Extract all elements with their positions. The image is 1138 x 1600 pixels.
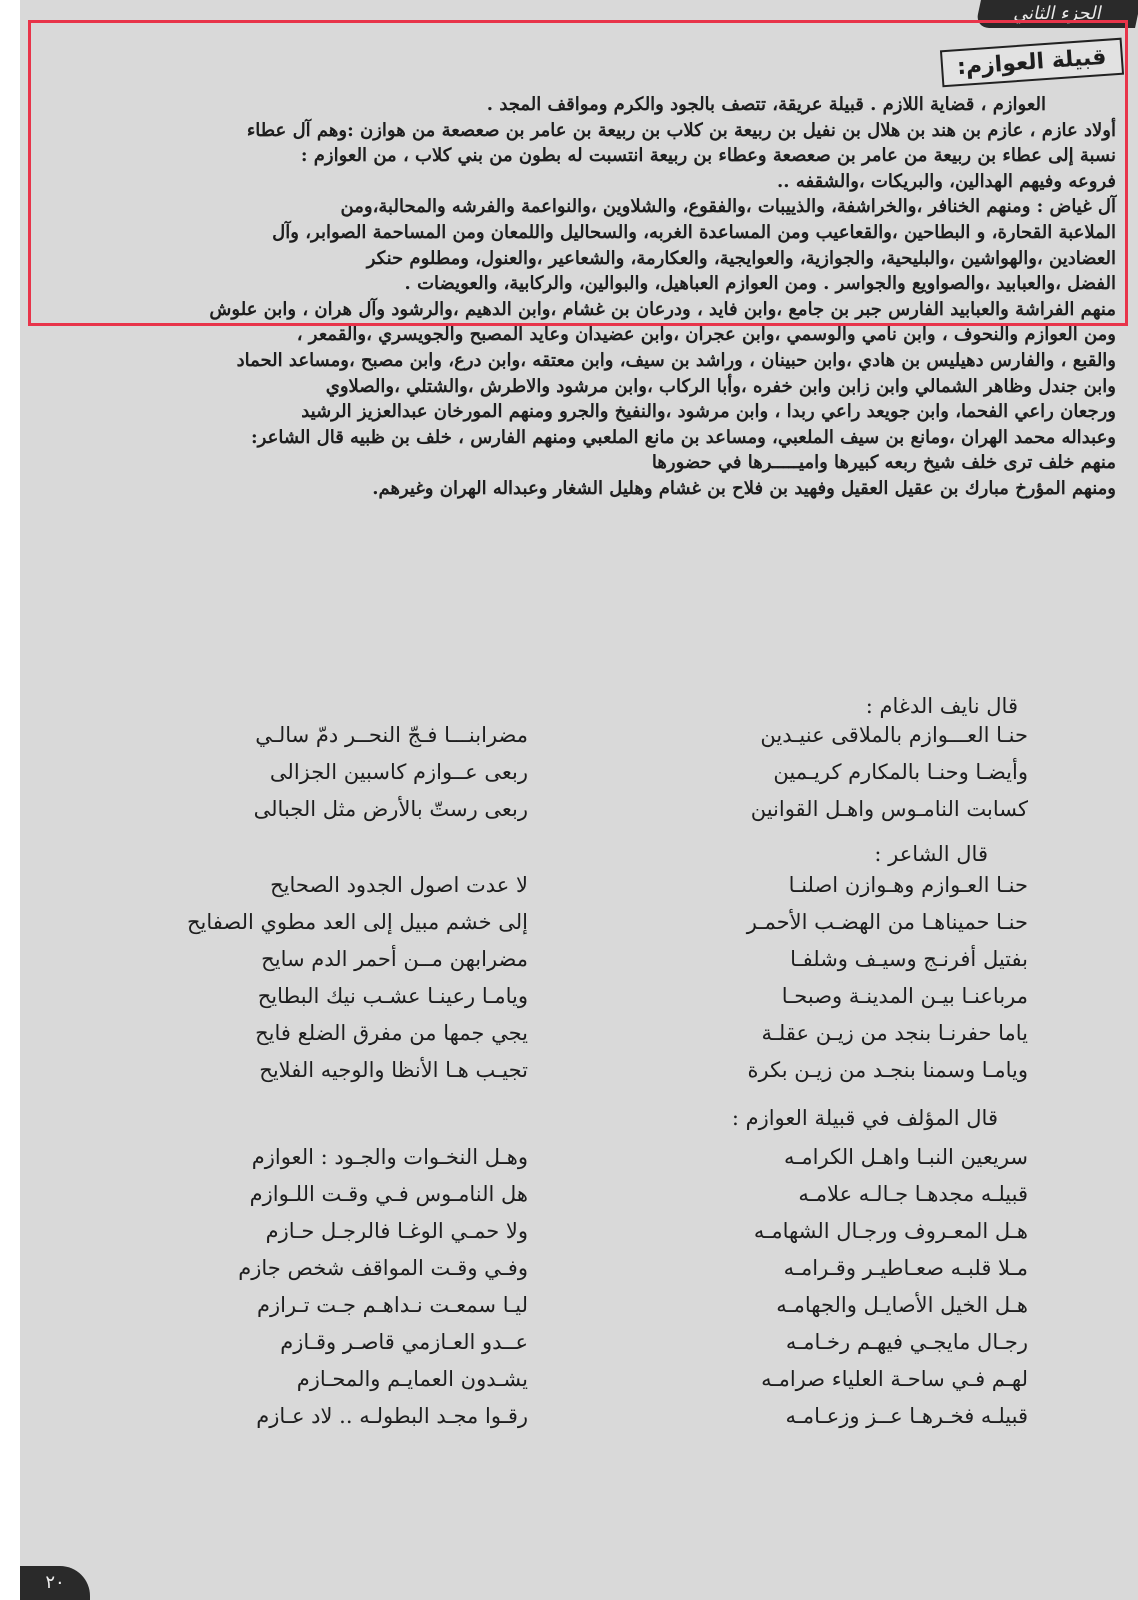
verse-ajz: وفـي وقـت المواقف شخص جازم [238, 1255, 528, 1280]
poem-label: قال الشاعر : [874, 842, 988, 866]
verse-ajz: رقـوا مجـد البطولـه .. لاد عـازم [256, 1403, 528, 1428]
prose-line: الفضل ،والعبابيد ،والصواويع والجواسر . ومن العوازم العباهيل، والبوالين، والركابية، والعويضات . [404, 273, 1116, 295]
verse-ajz: عــدو العـازمي قاصـر وقـازم [280, 1329, 528, 1354]
poem-verse [148, 1138, 1028, 1175]
poem-verse [148, 1212, 1028, 1249]
verse-ajz: تجيـب هـا الأنظا والوجيه الفلايح [259, 1057, 528, 1082]
verse-sadr: مرباعنـا بيـن المدينـة وصبحـا [781, 983, 1028, 1008]
poem-verse [148, 1051, 1028, 1088]
prose-line: وابن جندل وظاهر الشمالي وابن زابن وابن خفره ،وأبا الركاب ،وابن مرشود والاطرش ،والشتلي ،والصلاوي [325, 375, 1116, 397]
verse-ajz: ربعى عــوازم كاسبين الجزالى [269, 759, 528, 784]
verse-sadr: حنـا حميناهـا من الهضـب الأحمـر [746, 909, 1028, 934]
verse-sadr: حنـا العـوازم وهـوازن اصلنـا [788, 872, 1028, 897]
verse-sadr: بفتيل أفرنـج وسيـف وشلفـا [790, 946, 1028, 971]
prose-line: فروعه وفيهم الهدالين، والبريكات ،والشقفه .. [777, 170, 1116, 192]
prose-body [46, 92, 1116, 502]
document-page [20, 0, 1138, 1600]
prose-line: نسبة إلى عطاء بن ربيعة من عامر بن صعصعة وعطاء بن ربيعة انتسبت له بطون من بني كلاب ، من العوازم : [300, 145, 1116, 167]
poem-block [148, 1138, 1028, 1434]
verse-sadr: مـلا قلبـه صعـاطيـر وقـرامـه [783, 1255, 1028, 1280]
verse-sadr: ياما حفرنـا بنجد من زيـن عقلـة [761, 1020, 1028, 1045]
poem-verse [148, 1397, 1028, 1434]
poem-verse [148, 1249, 1028, 1286]
verse-sadr: وأيضـا وحنـا بالمكارم كريـمين [773, 759, 1028, 784]
poem-verse [148, 1175, 1028, 1212]
poem-verse [148, 1323, 1028, 1360]
verse-ajz: هل النامـوس فـي وقـت اللـوازم [249, 1181, 528, 1206]
poem-label: قال نايف الدغام : [865, 694, 1018, 718]
verse-sadr: سريعين النبـا واهـل الكرامـه [784, 1144, 1028, 1169]
verse-ajz: لا عدت اصول الجدود الصحايح [270, 872, 528, 897]
page-number: ٢٠ [20, 1566, 90, 1600]
verse-sadr: هـل الخيل الأصايـل والجهامـه [776, 1292, 1028, 1317]
prose-line: العضادين ،والهواشين ،والبليحية، والجوازية، والعوايجية، والعكارمة، والشعاعير ،والعنول، ومطلوم حنكر [366, 247, 1116, 269]
verse-sadr: كسابت النامـوس واهـل القوانين [750, 796, 1028, 821]
verse-ajz: مضرابنـــا فـجّ النحــر دمّ سالـي [255, 722, 528, 747]
verse-ajz: ولا حمـي الوغـا فالرجـل حـازم [265, 1218, 528, 1243]
chapter-corner-tab: الجزء الثاني [975, 0, 1138, 28]
prose-line: وعبداله محمد الهران ،ومانع بن سيف الملعبي، ومساعد بن مانع الملعبي ومنهم الفارس ، خلف بن ظبيه قال الشاعر: [251, 426, 1116, 448]
section-title: قبيلة العوازم: [939, 38, 1123, 88]
poem-verse [148, 940, 1028, 977]
poem-verse [148, 866, 1028, 903]
prose-line: ومن العوازم والنحوف ، وابن نامي والوسمي ،وابن عجران ،وابن عضيدان وعايد المصبح والجويسري ،والقمعر ، [296, 324, 1116, 346]
poem-verse [148, 977, 1028, 1014]
poem-verse [148, 716, 1028, 753]
verse-sadr: حنـا العـــوازم بالملاقى عنيـدين [760, 722, 1028, 747]
poem-verse [148, 753, 1028, 790]
verse-ajz: ربعى رستّ بالأرض مثل الجبالى [253, 796, 528, 821]
prose-line: ورجعان راعي الفحما، وابن جويعد راعي ربدا ، وابن مرشود ،والنفيخ والجرو ومنهم المورخان عبدالعزيز الرشيد [301, 401, 1116, 423]
verse-sadr: رجـال مايجـي فيهـم رخـامـه [785, 1329, 1028, 1354]
poem-verse [148, 903, 1028, 940]
poem-block [148, 866, 1028, 1088]
verse-sadr: لهـم فـي ساحـة العلياء صرامـه [761, 1366, 1028, 1391]
verse-sadr: هـل المعـروف ورجـال الشهامـه [753, 1218, 1028, 1243]
verse-ajz: يشـدون العمايـم والمحـازم [296, 1366, 528, 1391]
prose-line: والقبع ، والفارس دهيليس بن هادي ،وابن حبينان ، وراشد بن سيف، وابن معتقه ،وابن درع، وابن مصبح ،ومساعد الحماد [236, 349, 1116, 371]
poem-verse [148, 1014, 1028, 1051]
poem-verse [148, 1360, 1028, 1397]
verse-ajz: مضرابهن مــن أحمر الدم سايح [261, 946, 528, 971]
prose-line: ومنهم المؤرخ مبارك بن عقيل العقيل وفهيد بن فلاح بن غشام وهليل الشغار وعبداله الهران وغيرهم. [372, 477, 1116, 499]
prose-line: العوازم ، قضاية اللازم . قبيلة عريقة، تتصف بالجود والكرم ومواقف المجد . [486, 94, 1046, 115]
prose-line: منهم الفراشة والعبابيد الفارس جبر بن جامع ،وابن فايد ، ودرعان بن غشام ،وابن الدهيم ،والرشود وآل هران ، وابن علوش [209, 298, 1116, 320]
poem-block [148, 716, 1028, 827]
prose-line: أولاد عازم ، عازم بن هند بن هلال بن نفيل بن ربيعة بن كلاب بن ربيعة بن عامر بن صعصعة من هوازن :وهم آل عطاء [246, 119, 1116, 141]
verse-sadr: ويامـا وسمنا بنجـد من زيـن بكرة [747, 1057, 1028, 1082]
poem-label: قال المؤلف في قبيلة العوازم : [731, 1106, 998, 1130]
prose-line: الملاعبة القحارة، و البطاحين ،والقعاعيب ومن المساعدة الغربه، والسحاليل واللمعان ومن المساحمة الصوابر، وآل [272, 221, 1116, 243]
poem-verse [148, 790, 1028, 827]
prose-line: منهم خلف ترى خلف شيخ ربعه كبيرها واميـــــرها في حضورها [651, 452, 1116, 474]
verse-sadr: قبيلـه مجدهـا جـالـه علامـه [798, 1181, 1028, 1206]
verse-ajz: ويامـا رعينـا عشـب نيك البطايح [257, 983, 528, 1008]
verse-sadr: قبيلـه فخـرهـا عــز وزعـامـه [785, 1403, 1028, 1428]
poem-verse [148, 1286, 1028, 1323]
verse-ajz: إلى خشم مبيل إلى العد مطوي الصفايح [186, 909, 528, 934]
verse-ajz: وهـل النخـوات والجـود : العوازم [251, 1144, 528, 1169]
verse-ajz: ليـا سمعـت نـداهـم جـت تـرازم [256, 1292, 528, 1317]
prose-line: آل غياض : ومنهم الخنافر ،والخراشفة، والذييبات ،والفقوع، والشلاوين ،والنواعمة والفرشه والمحالبة،ومن [340, 196, 1116, 218]
verse-ajz: يجي جمها من مفرق الضلع فايح [255, 1020, 528, 1045]
